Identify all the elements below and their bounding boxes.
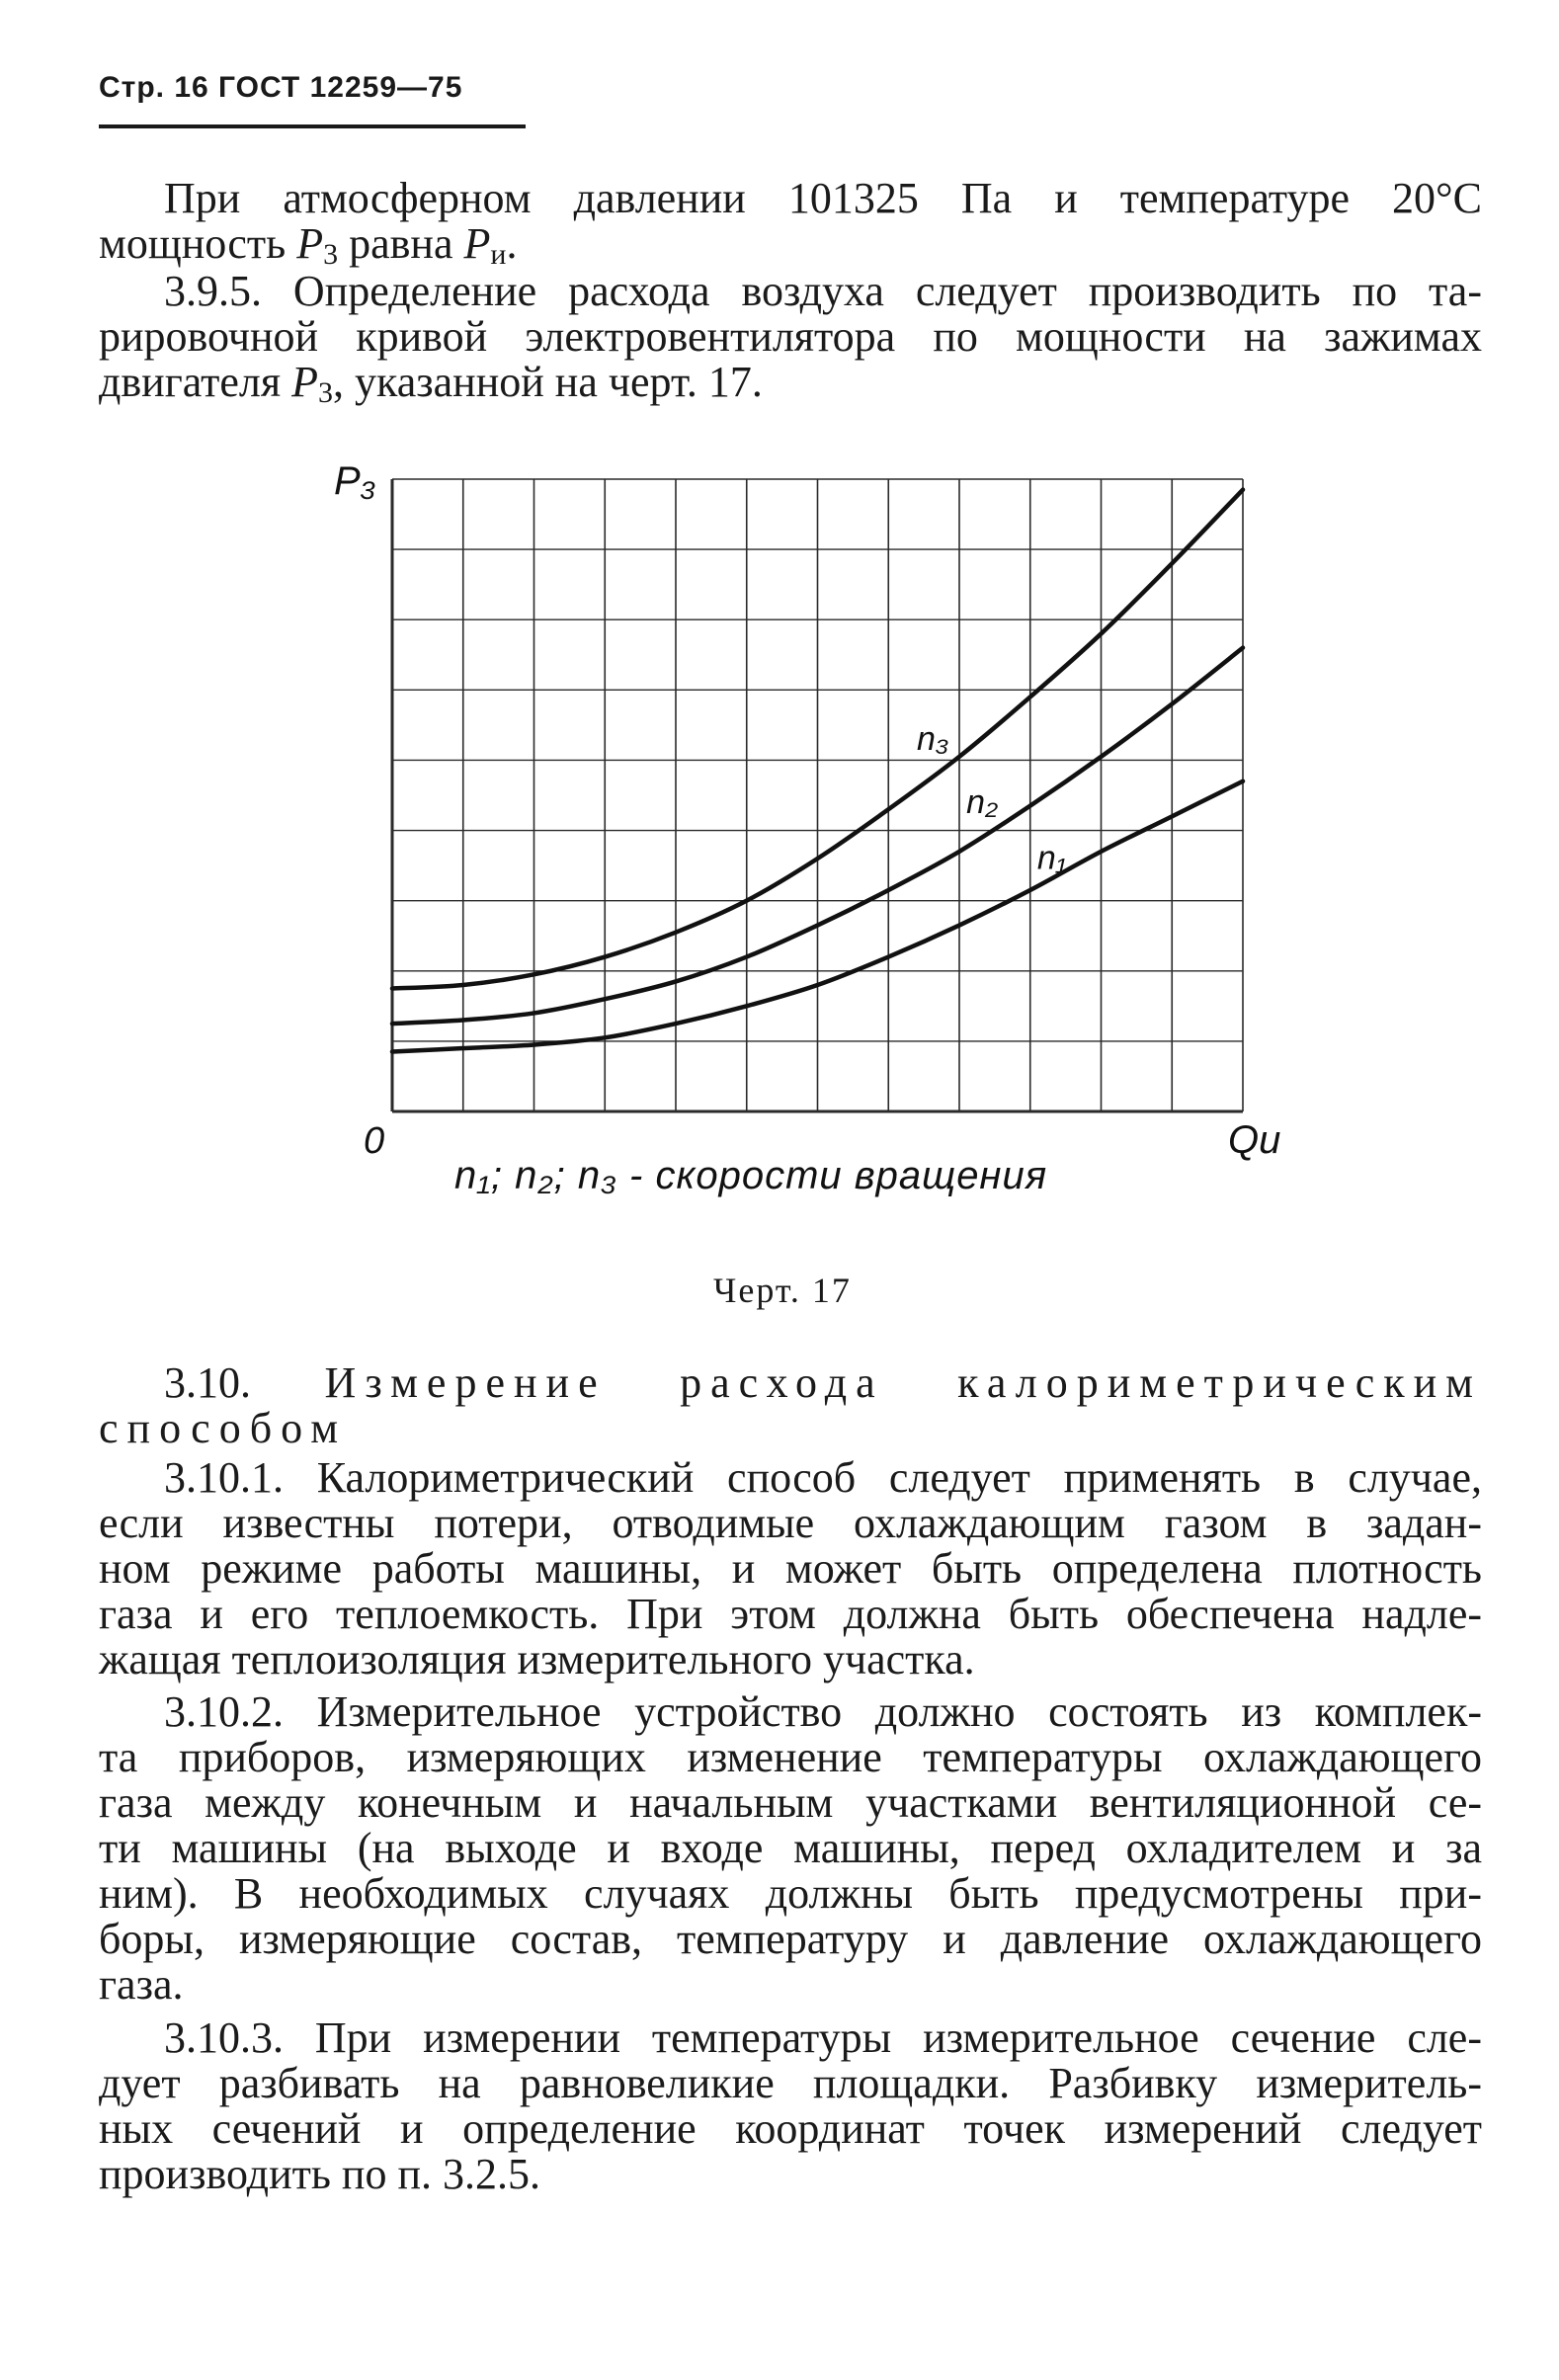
paragraph-line: газа между конечным и начальным участками вентиляционной се-: [99, 1778, 1482, 1827]
legend-note: n₁; n₂; n₃ - скорости вращения: [454, 1154, 1048, 1197]
section-3-10-title-line-1: [99, 1360, 1482, 1406]
paragraph-line: газа и его теплоемкость. При этом должна быть обеспечена надле-: [99, 1590, 1482, 1638]
paragraph-line: ти машины (на выходе и входе машины, перед охладителем и за: [99, 1824, 1482, 1872]
paragraph-line: ним). В необходимых случаях должны быть предусмотрены при-: [99, 1869, 1482, 1918]
paragraph-line: 3.10.2. Измерительное устройство должно состоять из комплек-: [164, 1687, 1482, 1736]
series-label-3: n₃: [916, 719, 949, 758]
series-line-1: [392, 781, 1243, 1052]
figure-caption: Черт. 17: [713, 1271, 852, 1310]
intro-paragraph: [99, 176, 1482, 278]
paragraph-line: 3.10.3. При измерении температуры измерительное сечение сле-: [164, 2013, 1482, 2062]
series-label-2: n₂: [966, 782, 999, 821]
intro-line-2: мощность $P_3$ равна $P_и$.: [99, 219, 518, 271]
section-3-10-title-word-1: Измерение: [324, 1358, 607, 1407]
paragraph-line: ном режиме работы машины, и может быть определена плотность: [99, 1544, 1482, 1593]
section-3-10-heading: [99, 1360, 1482, 1451]
series-line-2: [392, 648, 1243, 1024]
running-head: Стр. 16 ГОСТ 12259—75: [99, 71, 463, 104]
series-label-1: n₁: [1036, 839, 1067, 877]
section-3-10-title-line-2: способом: [99, 1404, 348, 1452]
section-3-9-5-line-1: 3.9.5. Определение расхода воздуха следует производить по та-: [164, 267, 1482, 315]
section-3-9-5-line-3: двигателя $P_3$, указанной на черт. 17.: [99, 358, 763, 409]
chart-grid: [392, 479, 1243, 1111]
section-3-10-number: 3.10.: [164, 1358, 251, 1407]
paragraph-line: та приборов, измеряющих изменение температуры охлаждающего: [99, 1733, 1482, 1781]
paragraph-line: если известны потери, отводимые охлаждающим газом в задан-: [99, 1499, 1482, 1547]
section-3-10-title-word-3: калориметрическим: [957, 1358, 1483, 1407]
chart-labels: [334, 459, 1280, 1197]
origin-label: 0: [364, 1120, 385, 1162]
intro-line-1: При атмосферном давлении 101325 Па и температуре 20°С: [164, 174, 1482, 222]
paragraph-line: боры, измеряющие состав, температуру и давление охлаждающего: [99, 1915, 1482, 1963]
section-3-9-5-line-2: рировочной кривой электровентилятора по мощности на зажимах: [99, 312, 1482, 361]
section-3-10-title-word-2: расхода: [680, 1358, 884, 1407]
paragraph-line: ных сечений и определение координат точек измерений следует: [99, 2104, 1482, 2153]
paragraph-line: дует разбивать на равновеликие площадки. Разбивку измеритель-: [99, 2059, 1482, 2107]
x-axis-label: Qи: [1228, 1118, 1281, 1162]
paragraph-line: производить по п. 3.2.5.: [99, 2150, 541, 2198]
section-3-10-2: [99, 1689, 1482, 2008]
series-line-3: [392, 490, 1243, 989]
section-3-9-5: [99, 269, 1482, 416]
y-axis-label: P₃: [334, 459, 376, 503]
section-3-10-1: [99, 1455, 1482, 1682]
paragraph-line: жащая теплоизоляция измерительного участка.: [99, 1635, 975, 1683]
section-3-10-3: [99, 2015, 1482, 2197]
chart-curves: [392, 490, 1243, 1052]
paragraph-line: газа.: [99, 1960, 184, 2009]
paragraph-line: 3.10.1. Калориметрический способ следует применять в случае,: [164, 1453, 1482, 1502]
header-rule: [99, 124, 526, 128]
